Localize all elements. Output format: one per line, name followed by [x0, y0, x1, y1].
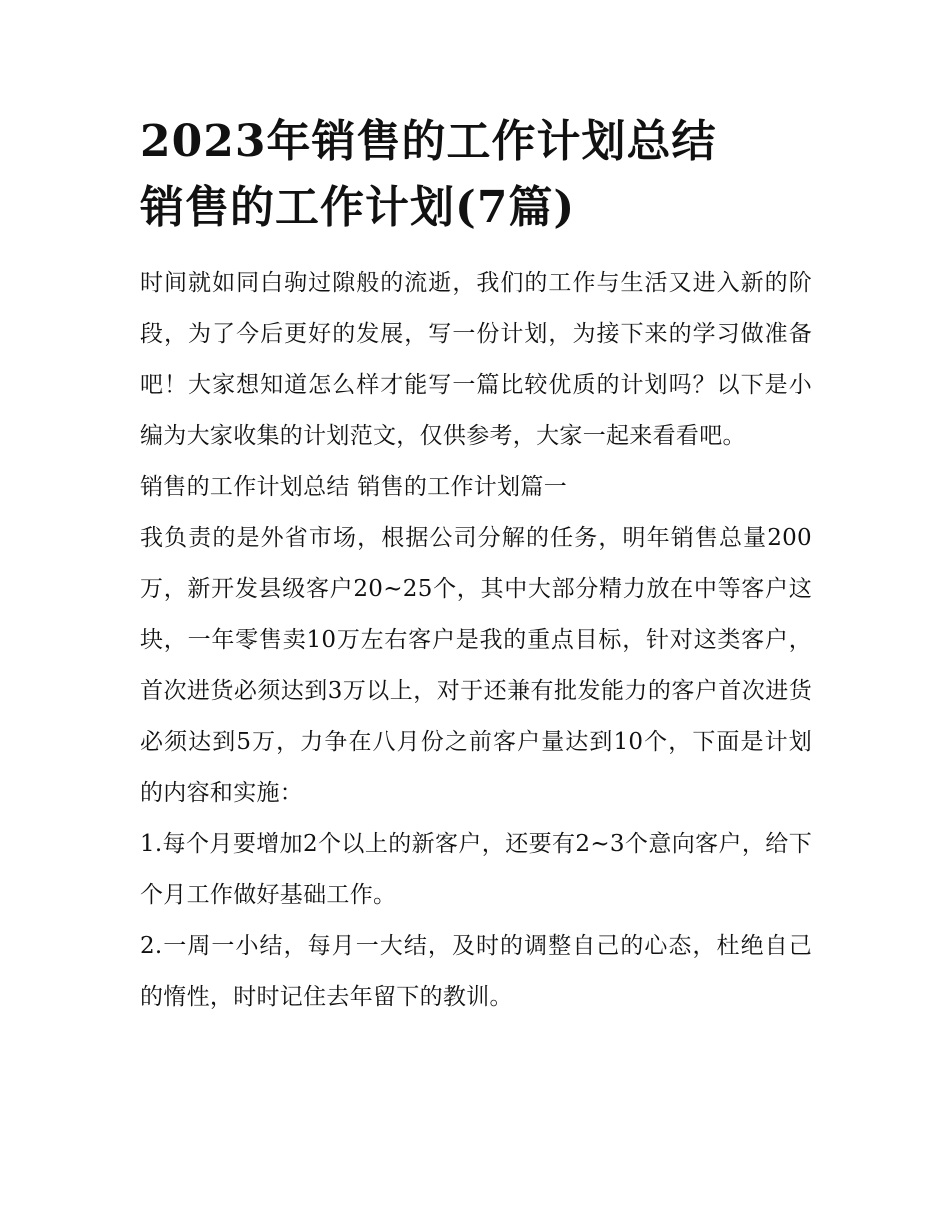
plan-item-2: 2.一周一小结，每月一大结，及时的调整自己的心态，杜绝自己的惰性，时时记住去年留下的教训。: [140, 933, 812, 1010]
document-title-line-1: 2023年销售的工作计划总结: [140, 116, 717, 167]
intro-paragraph: 时间就如同白驹过隙般的流逝，我们的工作与生活又进入新的阶段，为了今后更好的发展，写一份计划，为接下来的学习做准备吧！大家想知道怎么样才能写一篇比较优质的计划吗？以下是小编为大家收集的计划范文，仅供参考，大家一起来看看吧。: [140, 270, 812, 449]
plan-item-1: 1.每个月要增加2个以上的新客户，还要有2~3个意向客户，给下个月工作做好基础工作。: [140, 831, 812, 908]
document-content: [140, 112, 812, 1023]
section-heading: 销售的工作计划总结 销售的工作计划篇一: [140, 474, 568, 500]
document-title-line-2: 销售的工作计划(7篇): [140, 182, 576, 233]
plan-paragraph: 我负责的是外省市场，根据公司分解的任务，明年销售总量200万，新开发县级客户20~25个，其中大部分精力放在中等客户这块，一年零售卖10万左右客户是我的重点目标，针对这类客户，首次进货必须达到3万以上，对于还兼有批发能力的客户首次进货必须达到5万，力争在八月份之前客户量达到10个，下面是计划的内容和实施：: [140, 525, 812, 806]
document-body: [140, 258, 812, 1023]
